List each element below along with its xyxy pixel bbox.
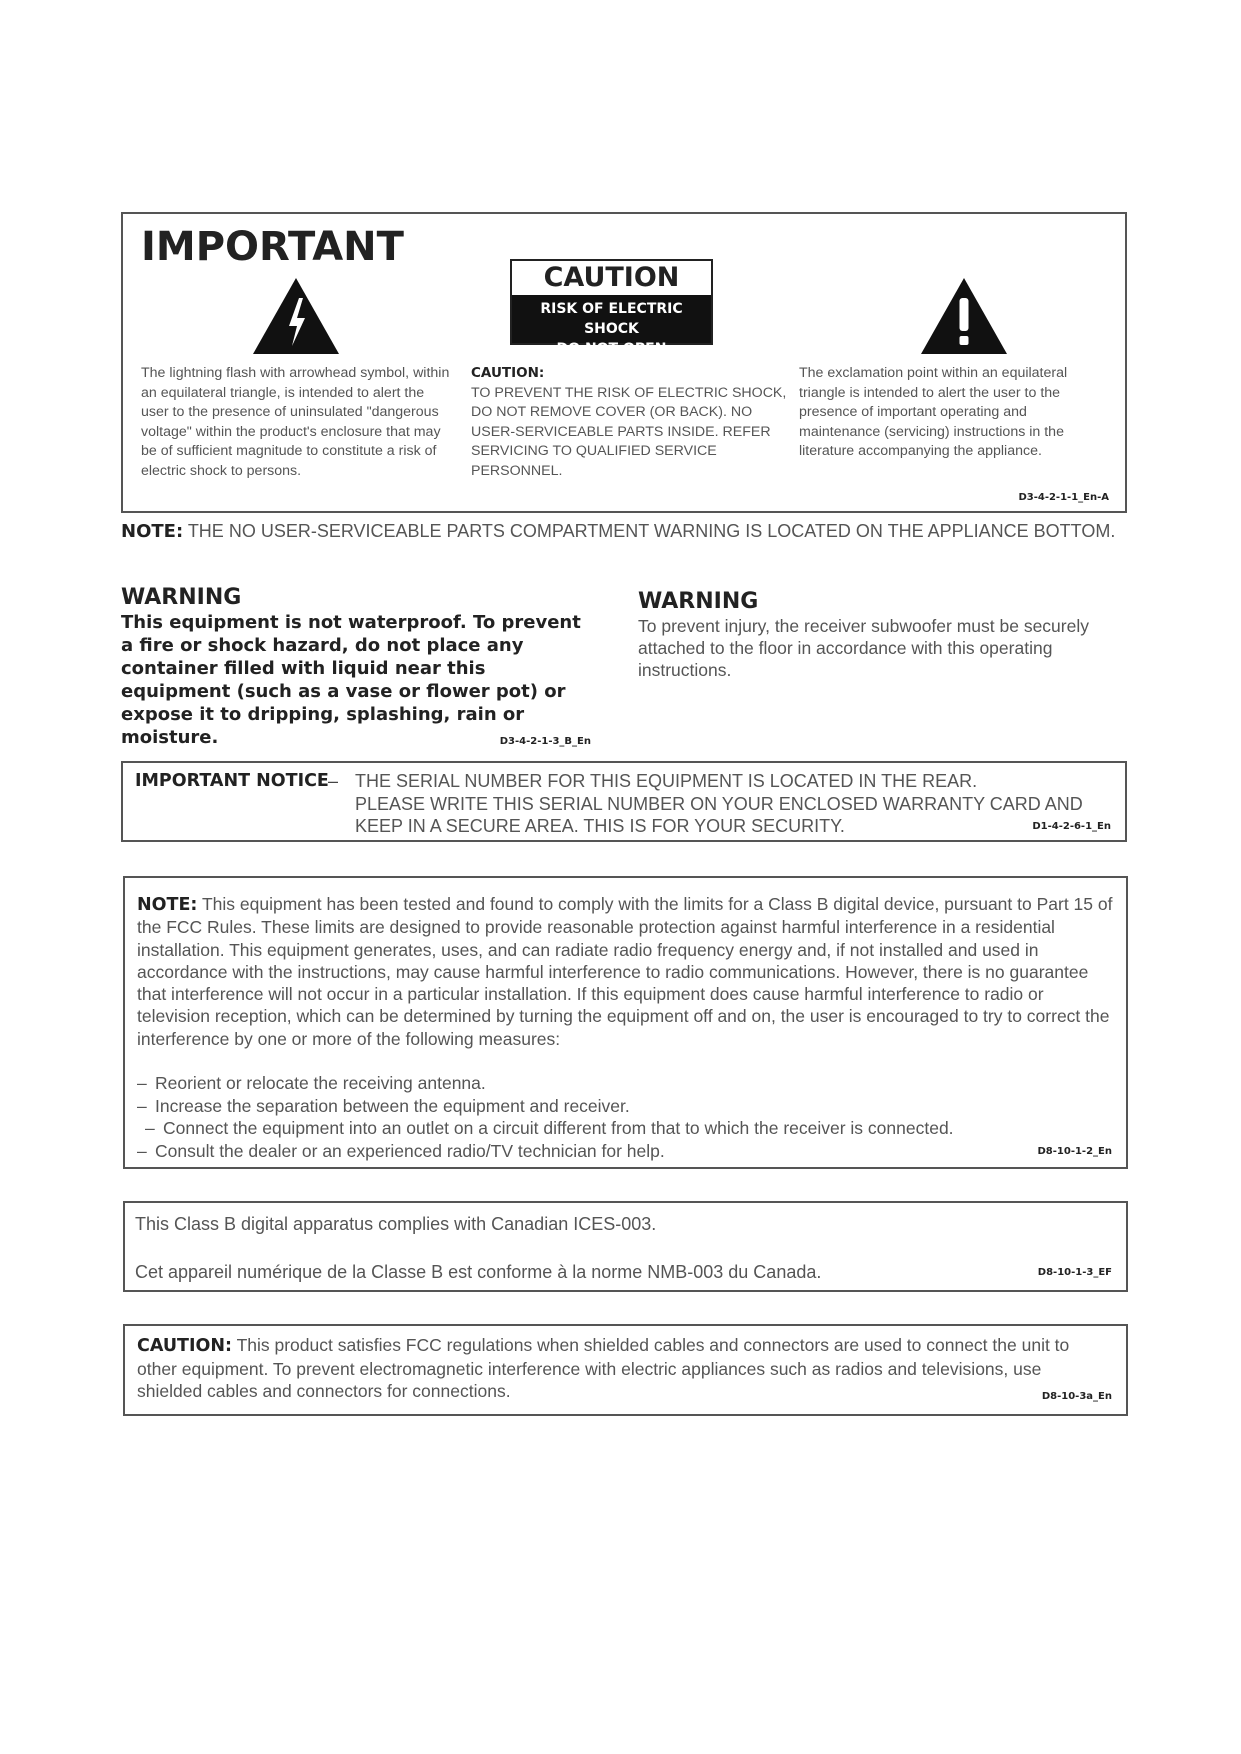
- reference-code: D3-4-2-1-1_En-A: [1018, 492, 1109, 503]
- interference-measures-list: [137, 1072, 954, 1162]
- caution-label-warning: [512, 295, 711, 357]
- caution-label-title: CAUTION: [543, 262, 680, 293]
- important-title: IMPORTANT: [141, 224, 404, 270]
- reference-code: D3-4-2-1-3_B_En: [499, 736, 591, 747]
- warning-text: To prevent injury, the receiver subwoofer must be securely attached to the floor in accordance with this operating instructions.: [638, 616, 1089, 680]
- note-label: NOTE:: [121, 521, 184, 542]
- list-item: – Connect the equipment into an outlet on a circuit different from that to which the receiver is connected.: [145, 1118, 954, 1138]
- bottom-warning-note: [121, 521, 1115, 542]
- important-safety-box: [121, 212, 1127, 513]
- caution-text: TO PREVENT THE RISK OF ELECTRIC SHOCK, DO NOT REMOVE COVER (OR BACK). NO USER-SERVICEABLE PARTS INSIDE. REFER SERVICING TO QUALIFIED SERVICE PERSONNEL.: [471, 384, 787, 479]
- caution-body: This product satisfies FCC regulations when shielded cables and connectors are used to connect the unit to other equipment. To prevent electromagnetic interference with electric appliances such as radios and televisions, use shielded cables and connectors for connections.: [137, 1335, 1070, 1401]
- notice-dash: –: [328, 771, 339, 791]
- warning-title: WARNING: [121, 585, 242, 610]
- notice-label: IMPORTANT NOTICE: [135, 771, 329, 791]
- reference-code: D8-10-1-3_EF: [1037, 1267, 1112, 1278]
- fcc-compliance-note: [123, 876, 1128, 1169]
- notice-line: PLEASE WRITE THIS SERIAL NUMBER ON YOUR ENCLOSED WARRANTY CARD AND: [355, 793, 1083, 814]
- fcc-note-text: [137, 893, 1117, 1050]
- note-body: This equipment has been tested and found to comply with the limits for a Class B digital device, pursuant to Part 15 of the FCC Rules. These limits are designed to provide reasonable protection against harmful interference in a residential installation. This equipment generates, uses, and can radiate radio frequency energy and, if not installed and used in accordance with the instructions, may cause harmful interference to radio communications. However, there is no guarantee that interference will not occur in a particular installation. If this equipment does cause harmful interference to radio or television reception, which can be determined by turning the equipment off and on, the user is encouraged to try to correct the interference by one or more of the following measures:: [137, 894, 1113, 1049]
- serial-number-notice: [121, 761, 1127, 842]
- caution-label-line1: RISK OF ELECTRIC SHOCK: [540, 301, 683, 337]
- notice-text: [355, 770, 1083, 838]
- note-text: THE NO USER-SERVICEABLE PARTS COMPARTMENT WARNING IS LOCATED ON THE APPLIANCE BOTTOM.: [183, 521, 1116, 541]
- list-item: – Consult the dealer or an experienced radio/TV technician for help.: [137, 1140, 665, 1161]
- caution-label: CAUTION:: [137, 1336, 233, 1356]
- ices-english-text: This Class B digital apparatus complies with Canadian ICES-003.: [135, 1214, 657, 1234]
- note-label: NOTE:: [137, 895, 198, 915]
- caution-label: [510, 259, 713, 357]
- exclamation-symbol-explanation: The exclamation point within an equilateral triangle is intended to alert the user to the presence of important operating and maintenance (servicing) instructions in the literature accompanying the appliance.: [799, 365, 1068, 459]
- notice-line: THE SERIAL NUMBER FOR THIS EQUIPMENT IS LOCATED IN THE REAR.: [355, 771, 978, 791]
- caution-heading: CAUTION:: [471, 365, 545, 381]
- subwoofer-warning: [638, 589, 1128, 681]
- waterproof-warning: [121, 585, 591, 749]
- ices-french-text: Cet appareil numérique de la Classe B est conforme à la norme NMB-003 du Canada.: [135, 1262, 822, 1282]
- lightning-symbol-explanation: The lightning flash with arrowhead symbol, within an equilateral triangle, is intended to alert the user to the presence of uninsulated "dangerous voltage" within the product's enclosure that may be of sufficient magnitude to constitute a risk of electric shock to persons.: [141, 365, 450, 479]
- ices-compliance-box: [123, 1201, 1128, 1292]
- warning-text: This equipment is not waterproof. To prevent a fire or shock hazard, do not place any container filled with liquid near this equipment (such as a vase or flower pot) or expose it to dripping, splashing, rain or moisture.: [121, 612, 581, 748]
- caution-instructions: [471, 364, 791, 481]
- warning-title: WARNING: [638, 589, 759, 614]
- lightning-triangle-icon: [251, 276, 341, 356]
- notice-line: KEEP IN A SECURE AREA. THIS IS FOR YOUR SECURITY.: [355, 816, 845, 836]
- shielded-cable-caution: [123, 1324, 1128, 1416]
- reference-code: D1-4-2-6-1_En: [1032, 821, 1111, 832]
- caution-text: [137, 1334, 1097, 1403]
- list-item: – Increase the separation between the equipment and receiver.: [137, 1095, 630, 1116]
- reference-code: D8-10-1-2_En: [1037, 1146, 1112, 1157]
- reference-code: D8-10-3a_En: [1041, 1391, 1112, 1402]
- caution-label-line2: DO NOT OPEN: [556, 341, 667, 357]
- list-item: – Reorient or relocate the receiving antenna.: [137, 1073, 486, 1093]
- exclamation-triangle-icon: [919, 276, 1009, 356]
